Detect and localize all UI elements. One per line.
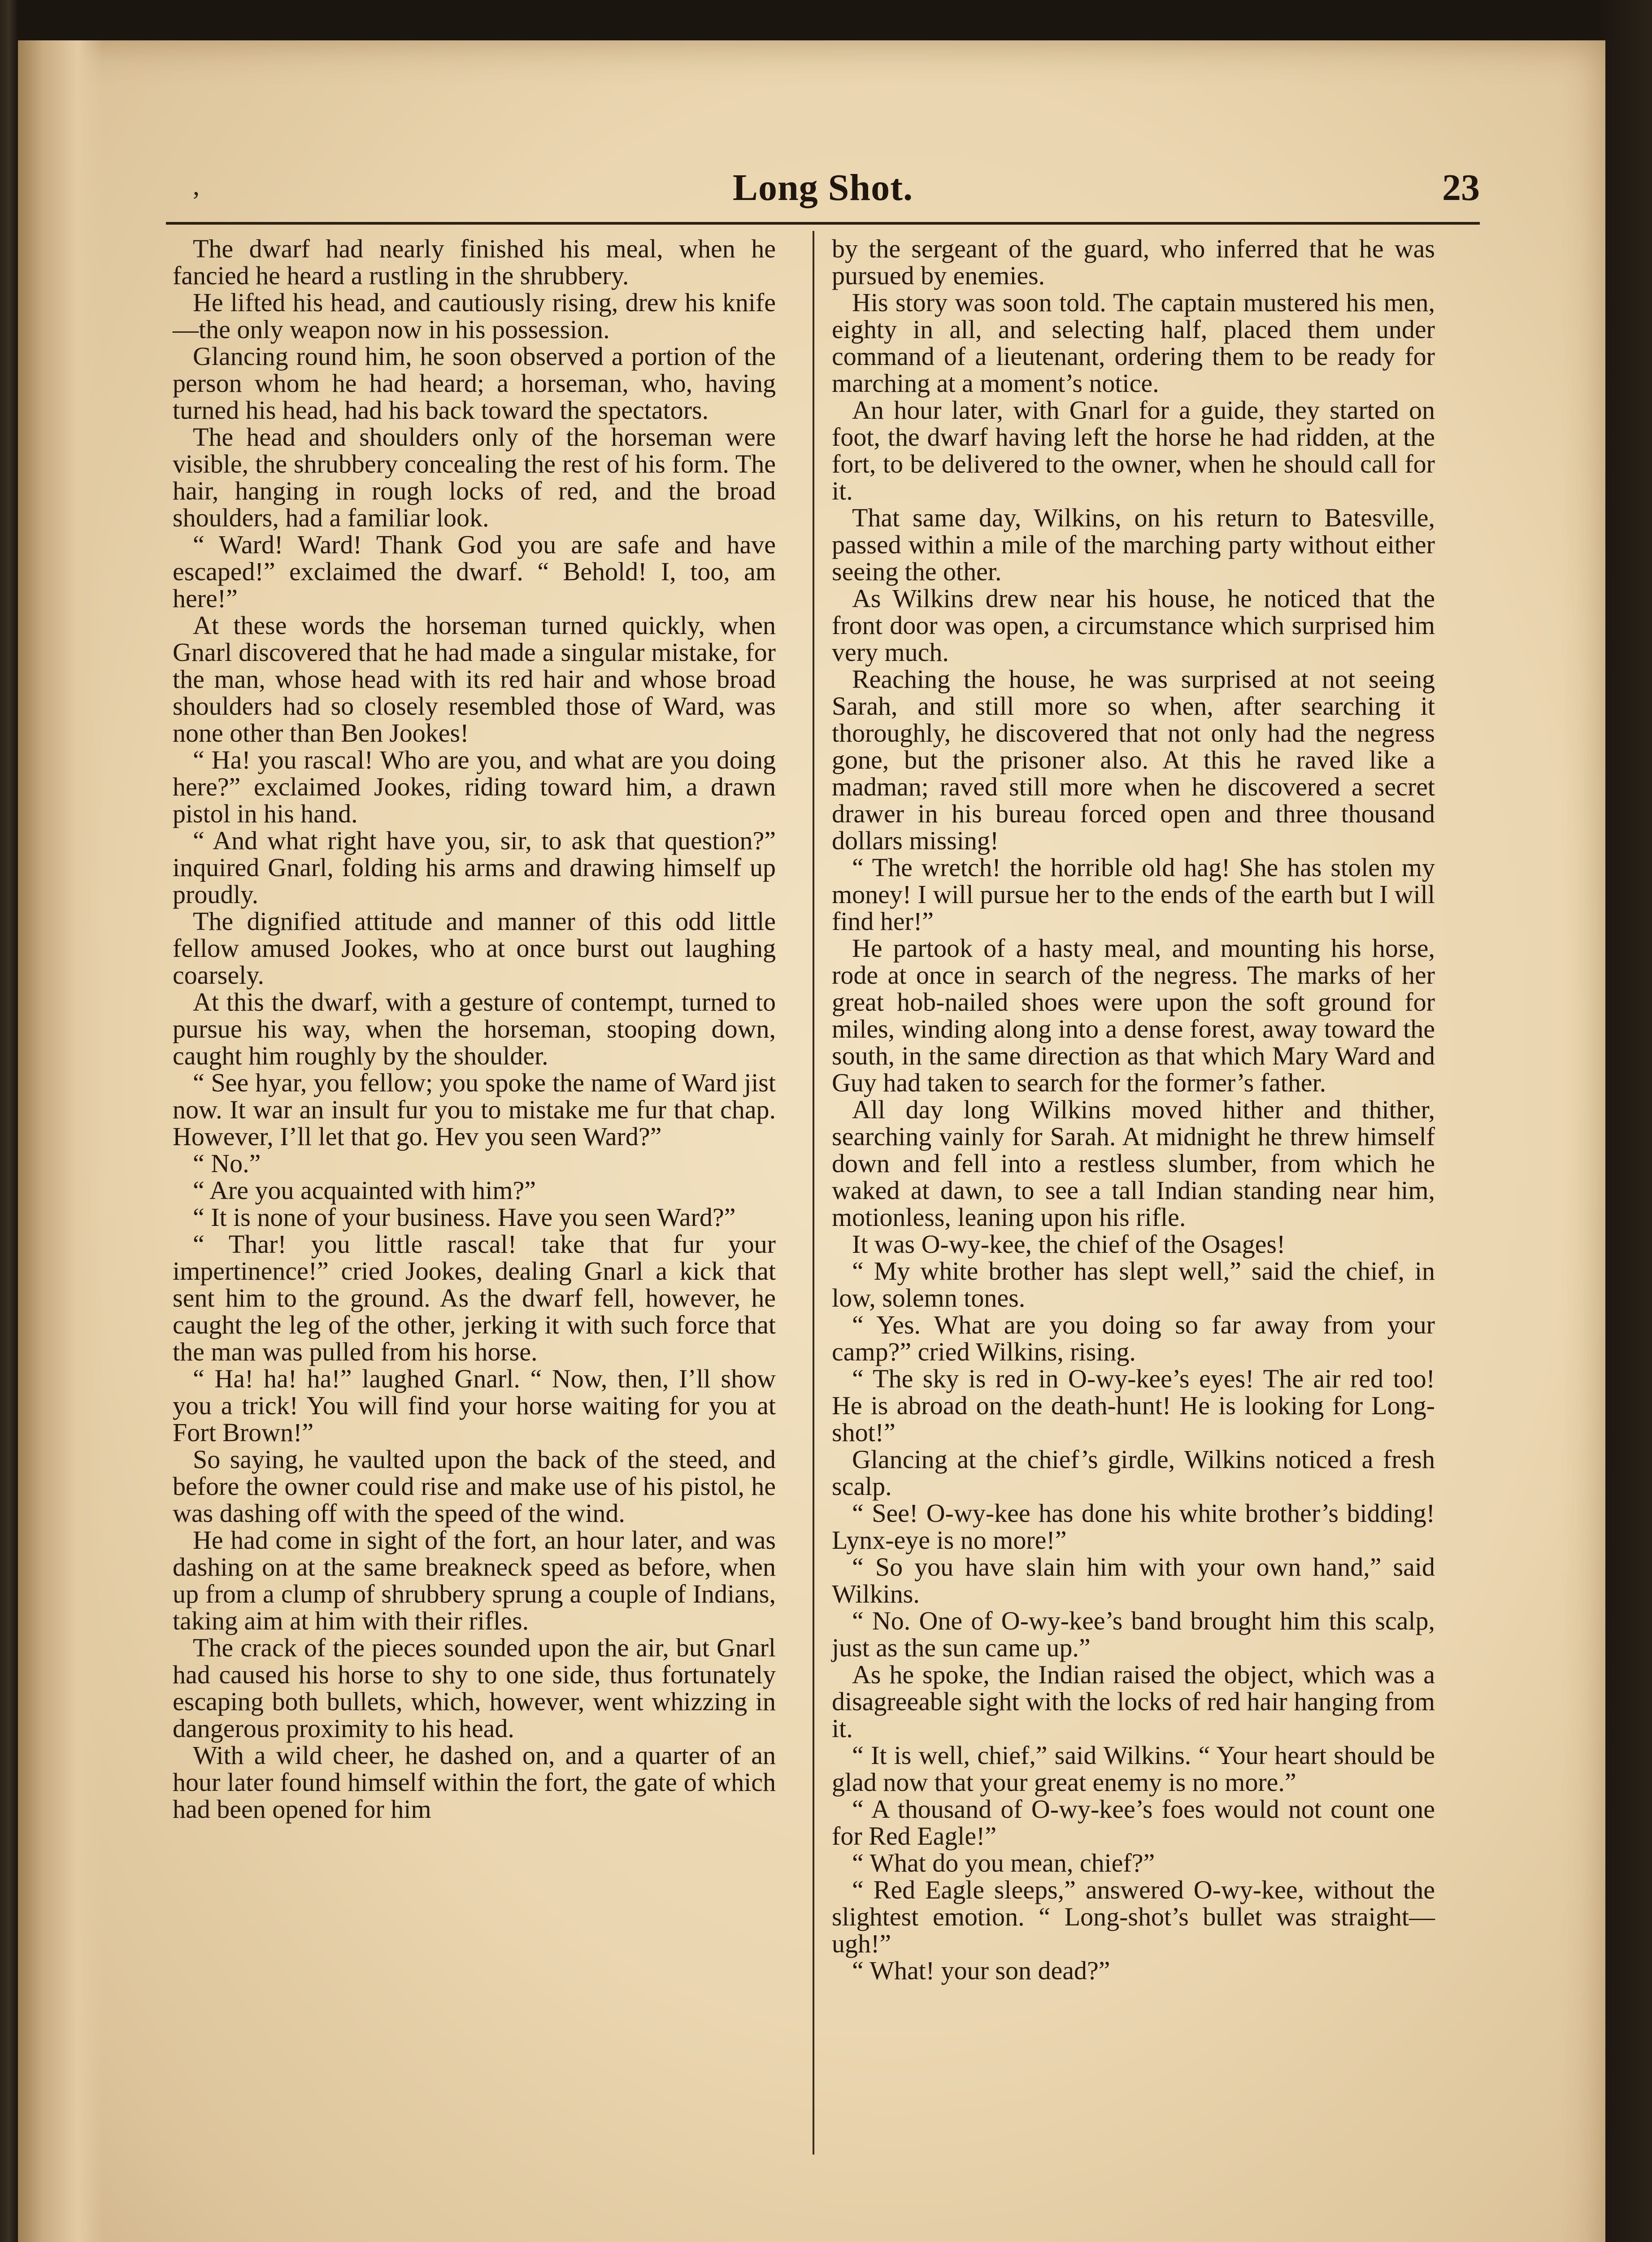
paragraph: An hour later, with Gnarl for a guide, they started on foot, the dwarf having left the horse he had ridden, at the fort, to be delivered to the owner, when he should call for it. <box>832 395 1435 505</box>
paragraph: That same day, Wilkins, on his return to Batesville, passed within a mile of the marching party without either seeing the other. <box>832 503 1435 586</box>
paragraph: by the sergeant of the guard, who inferred that he was pursued by enemies. <box>832 234 1435 290</box>
paragraph: “ No.” <box>193 1149 261 1178</box>
paragraph: He partook of a hasty meal, and mounting his horse, rode at once in search of the negress. The marks of her great hob-nailed shoes were upon the soft ground for miles, winding along into a dense forest, away toward the south, in the same direction as that which Mary Ward and Guy had taken to search for the former’s father. <box>832 934 1435 1097</box>
column-divider <box>813 231 814 2155</box>
paragraph: “ Are you acquainted with him?” <box>193 1176 536 1205</box>
paragraph: The crack of the pieces sounded upon the air, but Gnarl had caused his horse to shy to one side, thus fortunately escaping both bullets, which, however, went whizzing in dangerous proximity to his head. <box>173 1633 776 1743</box>
paragraph: As he spoke, the Indian raised the object, which was a disagreeable sight with the locks of red hair hanging from it. <box>832 1660 1435 1743</box>
running-title: Long Shot. <box>732 167 913 209</box>
paragraph: Glancing at the chief’s girdle, Wilkins noticed a fresh scalp. <box>832 1445 1435 1501</box>
paragraph: “ See! O-wy-kee has done his white brother’s bidding! Lynx-eye is no more!” <box>832 1499 1435 1555</box>
paragraph: “ Ha! you rascal! Who are you, and what are you doing here?” exclaimed Jookes, riding toward him, a drawn pistol in his hand. <box>173 745 776 828</box>
page-number: 23 <box>1442 167 1480 209</box>
paragraph: He lifted his head, and cautiously rising, drew his knife—the only weapon now in his possession. <box>173 288 776 344</box>
paragraph: Reaching the house, he was surprised at not seeing Sarah, and still more so when, after searching it thoroughly, he discovered that not only had the negress gone, but the prisoner also. At this he raved like a madman; raved still more when he discovered a secret drawer in his bureau forced open and three thousand dollars missing! <box>832 665 1435 855</box>
paragraph: Glancing round him, he soon observed a portion of the person whom he had heard; a horseman, who, having turned his head, had his back toward the spectators. <box>173 342 776 425</box>
paragraph: “ My white brother has slept well,” said the chief, in low, solemn tones. <box>832 1256 1435 1312</box>
paragraph: At this the dwarf, with a gesture of contempt, turned to pursue his way, when the horseman, stooping down, caught him roughly by the shoulder. <box>173 987 776 1070</box>
paragraph: “ The sky is red in O-wy-kee’s eyes! The air red too! He is abroad on the death-hunt! He is looking for Long-shot!” <box>832 1364 1435 1447</box>
paragraph: “ Ha! ha! ha!” laughed Gnarl. “ Now, then, I’ll show you a trick! You will find your horse waiting for you at Fort Brown!” <box>173 1364 776 1447</box>
paragraph: As Wilkins drew near his house, he noticed that the front door was open, a circumstance which surprised him very much. <box>832 584 1435 667</box>
paragraph: “ Thar! you little rascal! take that fur your impertinence!” cried Jookes, dealing Gnarl a kick that sent him to the ground. As the dwarf fell, however, he caught the leg of the other, jerking it with such force that the man was pulled from his horse. <box>173 1230 776 1366</box>
paragraph: It was O-wy-kee, the chief of the Osages! <box>852 1230 1286 1259</box>
paragraph: “ And what right have you, sir, to ask that question?” inquired Gnarl, folding his arms and drawing himself up proudly. <box>173 826 776 909</box>
binding-gutter <box>18 40 103 2242</box>
paragraph: With a wild cheer, he dashed on, and a quarter of an hour later found himself within the fort, the gate of which had been opened for him <box>173 1741 776 1824</box>
paragraph: His story was soon told. The captain mustered his men, eighty in all, and selecting half, placed them under command of a lieutenant, ordering them to be ready for marching at a moment’s notice. <box>832 288 1435 398</box>
paragraph: “ It is well, chief,” said Wilkins. “ Your heart should be glad now that your great enemy is no more.” <box>832 1741 1435 1797</box>
paragraph: “ A thousand of O-wy-kee’s foes would not count one for Red Eagle!” <box>832 1794 1435 1851</box>
paragraph: “ Yes. What are you doing so far away from your camp?” cried Wilkins, rising. <box>832 1310 1435 1366</box>
paragraph: At these words the horseman turned quickly, when Gnarl discovered that he had made a singular mistake, for the man, whose head with its red hair and whose broad shoulders had so closely resembled those of Ward, was none other than Ben Jookes! <box>173 611 776 747</box>
paragraph: So saying, he vaulted upon the back of the steed, and before the owner could rise and make use of his pistol, he was dashing off with the speed of the wind. <box>173 1445 776 1528</box>
header-rule <box>166 222 1480 225</box>
paragraph: “ Red Eagle sleeps,” answered O-wy-kee, without the slightest emotion. “ Long-shot’s bullet was straight—ugh!” <box>832 1875 1435 1958</box>
paragraph: “ It is none of your business. Have you seen Ward?” <box>193 1203 736 1232</box>
paragraph: “ So you have slain him with your own hand,” said Wilkins. <box>832 1552 1435 1608</box>
paragraph: The head and shoulders only of the horseman were visible, the shrubbery concealing the rest of his form. The hair, hanging in rough locks of red, and the broad shoulders, had a familiar look. <box>173 422 776 532</box>
paragraph: “ See hyar, you fellow; you spoke the name of Ward jist now. It war an insult fur you to mistake me fur that chap. However, I’ll let that go. Hev you seen Ward?” <box>173 1068 776 1151</box>
right-column <box>832 235 1435 1984</box>
paragraph: “ What do you mean, chief?” <box>852 1848 1155 1877</box>
paragraph: All day long Wilkins moved hither and thither, searching vainly for Sarah. At midnight he threw himself down and fell into a restless slumber, from which he waked at dawn, to see a tall Indian standing near him, motionless, leaning upon his rifle. <box>832 1095 1435 1232</box>
paragraph: “ What! your son dead?” <box>852 1956 1110 1985</box>
paragraph: “ No. One of O-wy-kee’s band brought him this scalp, just as the sun came up.” <box>832 1606 1435 1662</box>
paragraph: He had come in sight of the fort, an hour later, and was dashing on at the same breakneck speed as before, when up from a clump of shrubbery sprung a couple of Indians, taking aim at him with their rifles. <box>173 1525 776 1635</box>
paragraph: The dignified attitude and manner of this odd little fellow amused Jookes, who at once burst out laughing coarsely. <box>173 907 776 990</box>
left-column <box>173 235 776 1823</box>
paragraph: “ Ward! Ward! Thank God you are safe and have escaped!” exclaimed the dwarf. “ Behold! I, too, am here!” <box>173 530 776 613</box>
running-header <box>166 126 1480 209</box>
paragraph: “ The wretch! the horrible old hag! She has stolen my money! I will pursue her to the ends of the earth but I will find her!” <box>832 853 1435 936</box>
paragraph: The dwarf had nearly finished his meal, when he fancied he heard a rustling in the shrubbery. <box>173 234 776 290</box>
header-mark: , <box>193 171 200 200</box>
